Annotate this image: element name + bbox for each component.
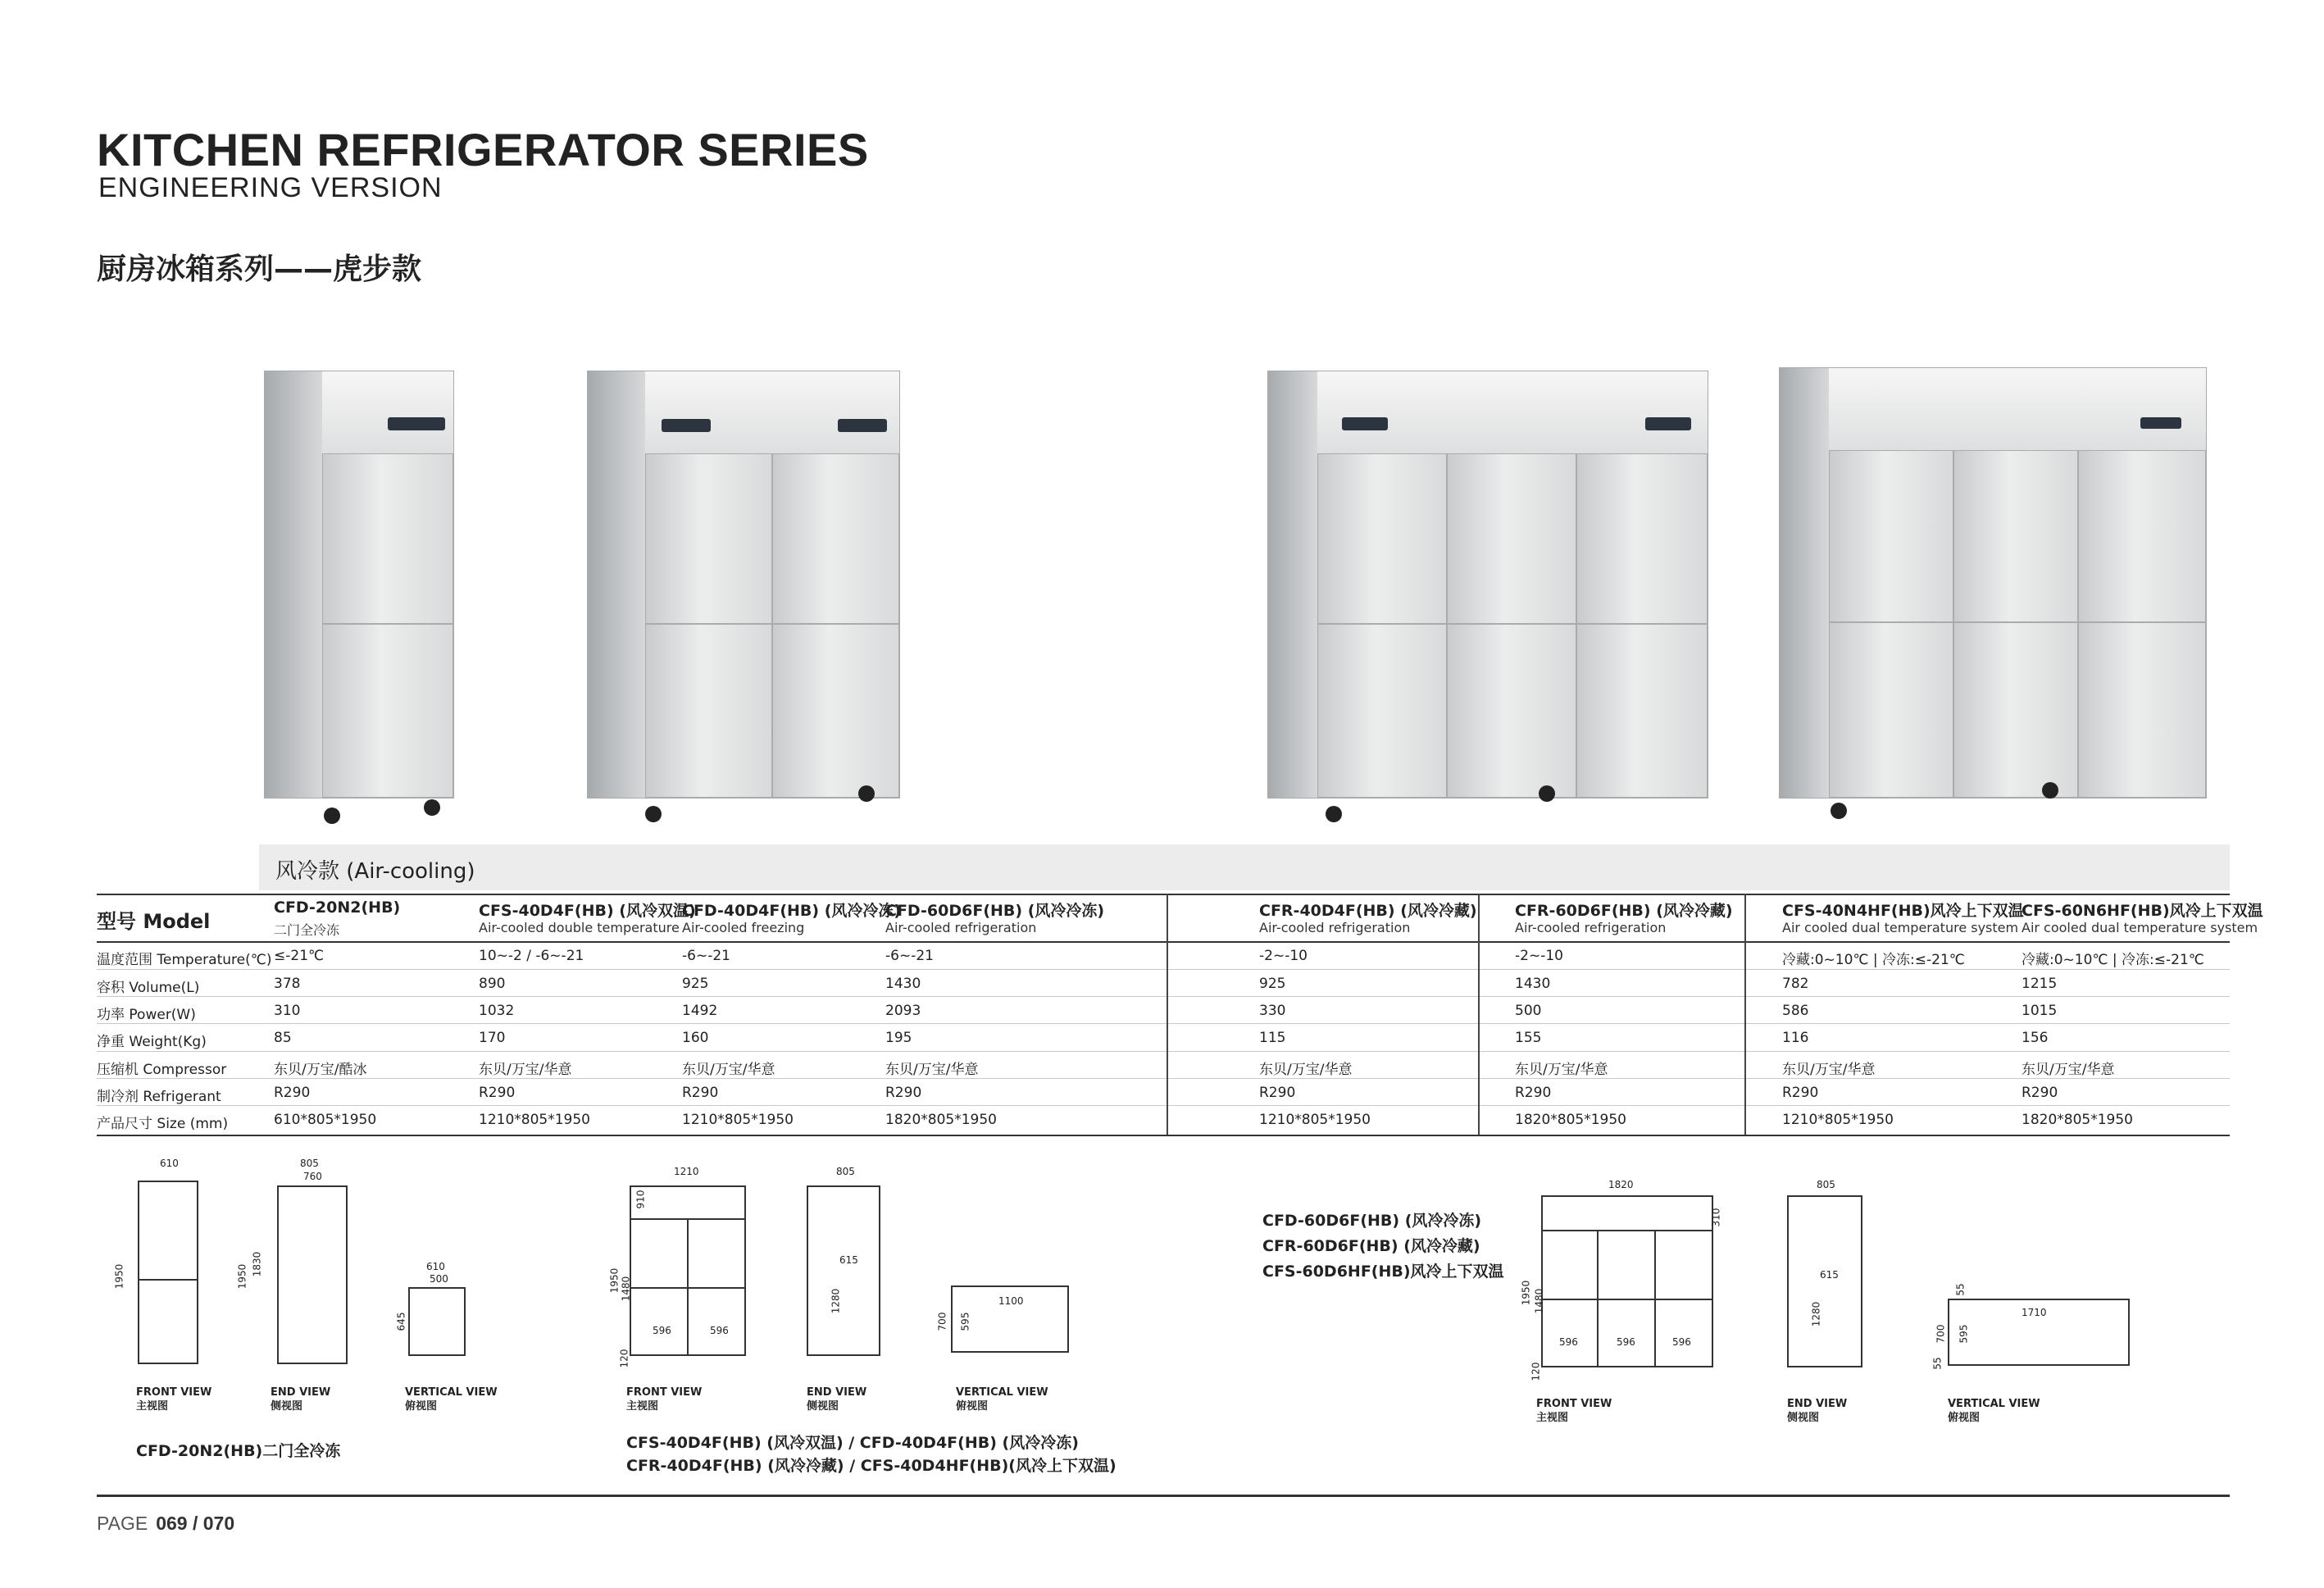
dim-label: 120 [618,1349,630,1368]
cell-compressor: 东贝/万宝/华意 [682,1062,775,1078]
cell-compressor: 东贝/万宝/华意 [1259,1062,1353,1078]
dim-label: 700 [936,1312,948,1331]
cell-volume: 1430 [885,976,921,992]
dim-label: 910 [634,1190,647,1209]
dim-label: 1280 [1810,1301,1822,1327]
cell-compressor: 东贝/万宝/华意 [1782,1062,1876,1078]
footer-rule [97,1495,2230,1497]
cell-power: 1492 [682,1003,718,1019]
vertical-view-drawing [408,1287,466,1356]
cell-compressor: 东贝/万宝/华意 [1515,1062,1608,1078]
cell-volume: 1215 [2022,976,2058,992]
cell-refrigerant: R290 [274,1085,311,1101]
cell-weight: 195 [885,1030,912,1046]
group3-model-1: CFD-60D6F(HB) (风冷冷冻) [1262,1212,1482,1230]
cell-size: 1820*805*1950 [1515,1112,1626,1128]
row-label-power: 功率 Power(W) [97,1007,196,1023]
cell-power: 586 [1782,1003,1809,1019]
fridge-image-6door-b [1779,367,2207,799]
cell-volume: 925 [1259,976,1286,992]
end-view-drawing [1787,1195,1862,1367]
dim-label: 596 [1672,1336,1691,1348]
dim-label: 805 [300,1158,319,1169]
dim-label: 55 [1931,1357,1944,1370]
column-model: CFD-40D4F(HB) (风冷冷冻) [682,902,902,920]
dim-label: 596 [1559,1336,1578,1348]
dim-label: 310 [1710,1208,1722,1227]
cell-temp: ≤-21℃ [274,948,325,964]
cell-volume: 782 [1782,976,1809,992]
cell-power: 1015 [2022,1003,2058,1019]
drawing-model-note-1: CFS-40D4F(HB) (风冷双温) / CFD-40D4F(HB) (风冷冷冻) [626,1434,1079,1452]
cell-temp: -2~-10 [1259,948,1308,964]
dim-label: 615 [1820,1269,1839,1281]
column-desc: Air-cooled double temperature [479,920,680,935]
cell-size: 1210*805*1950 [1782,1112,1894,1128]
cell-power: 330 [1259,1003,1286,1019]
spec-table [97,894,2263,1140]
cell-size: 1210*805*1950 [1259,1112,1371,1128]
dim-label: 1100 [998,1295,1024,1307]
column-desc: Air cooled dual temperature system [1782,920,2019,935]
dim-label: 1480 [1533,1288,1545,1314]
cell-volume: 1430 [1515,976,1551,992]
dim-label: 1210 [674,1166,699,1177]
vertical-view-label: VERTICAL VIEW 俯视图 [1948,1398,2040,1424]
dim-label: 615 [839,1254,858,1266]
cell-refrigerant: R290 [1782,1085,1819,1101]
cell-weight: 116 [1782,1030,1809,1046]
cell-compressor: 东贝/万宝/华意 [2022,1062,2115,1078]
cell-compressor: 东贝/万宝/华意 [479,1062,572,1078]
cell-compressor: 东贝/万宝/酷冰 [274,1062,367,1078]
dim-label: 1950 [236,1263,248,1290]
column-model: CFR-60D6F(HB) (风冷冷藏) [1515,902,1733,920]
cell-weight: 170 [479,1030,506,1046]
cell-size: 1820*805*1950 [885,1112,997,1128]
column-model: CFD-60D6F(HB) (风冷冷冻) [885,902,1105,920]
dim-label: 700 [1935,1324,1947,1344]
cell-size: 1210*805*1950 [682,1112,794,1128]
cell-temp: -6~-21 [885,948,934,964]
column-desc: Air-cooled refrigeration [1515,920,1667,935]
page-title: KITCHEN REFRIGERATOR SERIES [97,124,869,175]
cell-power: 1032 [479,1003,515,1019]
cell-volume: 378 [274,976,301,992]
dim-label: 1480 [620,1276,632,1302]
cell-refrigerant: R290 [1515,1085,1552,1101]
vertical-view-label: VERTICAL VIEW 俯视图 [956,1386,1048,1413]
dim-label: 1820 [1608,1179,1634,1190]
front-view-drawing [138,1181,198,1364]
dim-label: 500 [430,1273,448,1285]
column-model: CFD-20N2(HB) [274,899,401,917]
column-model: CFS-40D4F(HB) (风冷双温) [479,902,696,920]
cell-size: 610*805*1950 [274,1112,377,1128]
dim-label: 610 [426,1261,445,1272]
cell-volume: 925 [682,976,709,992]
dim-label: 596 [1617,1336,1635,1348]
front-view-label: FRONT VIEW 主视图 [626,1386,703,1413]
end-view-drawing [277,1185,348,1364]
group3-model-3: CFS-60D6HF(HB)风冷上下双温 [1262,1263,1504,1281]
column-model: CFS-40N4HF(HB)风冷上下双温 [1782,902,2024,920]
column-model: CFR-40D4F(HB) (风冷冷藏) [1259,902,1477,920]
cell-weight: 156 [2022,1030,2049,1046]
row-label-temp: 温度范围 Temperature(℃) [97,952,272,968]
cell-weight: 115 [1259,1030,1286,1046]
row-label-compressor: 压缩机 Compressor [97,1062,227,1078]
end-view-label: END VIEW 侧视图 [271,1386,331,1413]
end-view-drawing [807,1185,880,1356]
page-number: PAGE 069 / 070 [97,1513,235,1534]
cell-refrigerant: R290 [1259,1085,1296,1101]
dim-label: 1830 [251,1251,263,1277]
cell-power: 310 [274,1003,301,1019]
cell-temp: 冷藏:0~10℃ | 冷冻:≤-21℃ [2022,952,2204,968]
cell-size: 1210*805*1950 [479,1112,590,1128]
cell-refrigerant: R290 [2022,1085,2058,1101]
cell-temp: -2~-10 [1515,948,1563,964]
cell-weight: 85 [274,1030,292,1046]
drawing-model-note: CFD-20N2(HB)二门全冷冻 [136,1442,341,1460]
dim-label: 120 [1530,1362,1542,1381]
dim-label: 1950 [608,1267,621,1294]
cell-refrigerant: R290 [885,1085,922,1101]
row-label-refrigerant: 制冷剂 Refrigerant [97,1089,221,1105]
front-view-label: FRONT VIEW 主视图 [136,1386,212,1413]
dim-label: 1950 [113,1263,125,1290]
air-cooling-band [259,844,2230,890]
dim-label: 1950 [1520,1280,1532,1306]
vertical-view-label: VERTICAL VIEW 俯视图 [405,1386,498,1413]
row-label-size: 产品尺寸 Size (mm) [97,1116,229,1132]
page-subtitle: ENGINEERING VERSION [98,172,443,203]
air-cooling-label: 风冷款 (Air-cooling) [275,859,475,884]
dim-label: 645 [395,1312,407,1331]
cell-volume: 890 [479,976,506,992]
dim-label: 595 [1958,1324,1970,1344]
fridge-image-4door [587,371,900,799]
row-label-weight: 净重 Weight(Kg) [97,1034,207,1050]
dim-label: 595 [959,1312,971,1331]
cell-size: 1820*805*1950 [2022,1112,2133,1128]
column-desc: 二门全冷冻 [274,922,340,938]
dim-label: 55 [1954,1283,1967,1296]
cell-temp: 冷藏:0~10℃ | 冷冻:≤-21℃ [1782,952,1965,968]
cell-power: 500 [1515,1003,1542,1019]
dim-label: 610 [160,1158,179,1169]
fridge-image-2door [264,371,454,799]
dim-label: 805 [836,1166,855,1177]
column-desc: Air-cooled refrigeration [1259,920,1411,935]
model-header: 型号 Model [97,910,211,933]
cell-weight: 155 [1515,1030,1542,1046]
fridge-image-6door-a [1267,371,1708,799]
drawing-model-note-2: CFR-40D4F(HB) (风冷冷藏) / CFS-40D4HF(HB)(风冷上下双温) [626,1457,1117,1475]
column-desc: Air cooled dual temperature system [2022,920,2258,935]
group3-model-2: CFR-60D6F(HB) (风冷冷藏) [1262,1237,1480,1255]
dim-label: 1710 [2022,1307,2047,1318]
cell-power: 2093 [885,1003,921,1019]
column-model: CFS-60N6HF(HB)风冷上下双温 [2022,902,2263,920]
dim-label: 805 [1817,1179,1835,1190]
cell-temp: -6~-21 [682,948,730,964]
dim-label: 596 [653,1325,671,1336]
cell-refrigerant: R290 [479,1085,516,1101]
dim-label: 596 [710,1325,729,1336]
end-view-label: END VIEW 侧视图 [807,1386,867,1413]
row-label-volume: 容积 Volume(L) [97,980,200,996]
cell-refrigerant: R290 [682,1085,719,1101]
front-view-label: FRONT VIEW 主视图 [1536,1398,1612,1424]
cell-compressor: 东贝/万宝/华意 [885,1062,979,1078]
column-desc: Air-cooled refrigeration [885,920,1037,935]
chinese-title: 厨房冰箱系列——虎步款 [97,253,422,286]
column-desc: Air-cooled freezing [682,920,805,935]
end-view-label: END VIEW 侧视图 [1787,1398,1848,1424]
dim-label: 1280 [830,1288,842,1314]
cell-temp: 10~-2 / -6~-21 [479,948,584,964]
dim-label: 760 [303,1171,322,1182]
cell-weight: 160 [682,1030,709,1046]
